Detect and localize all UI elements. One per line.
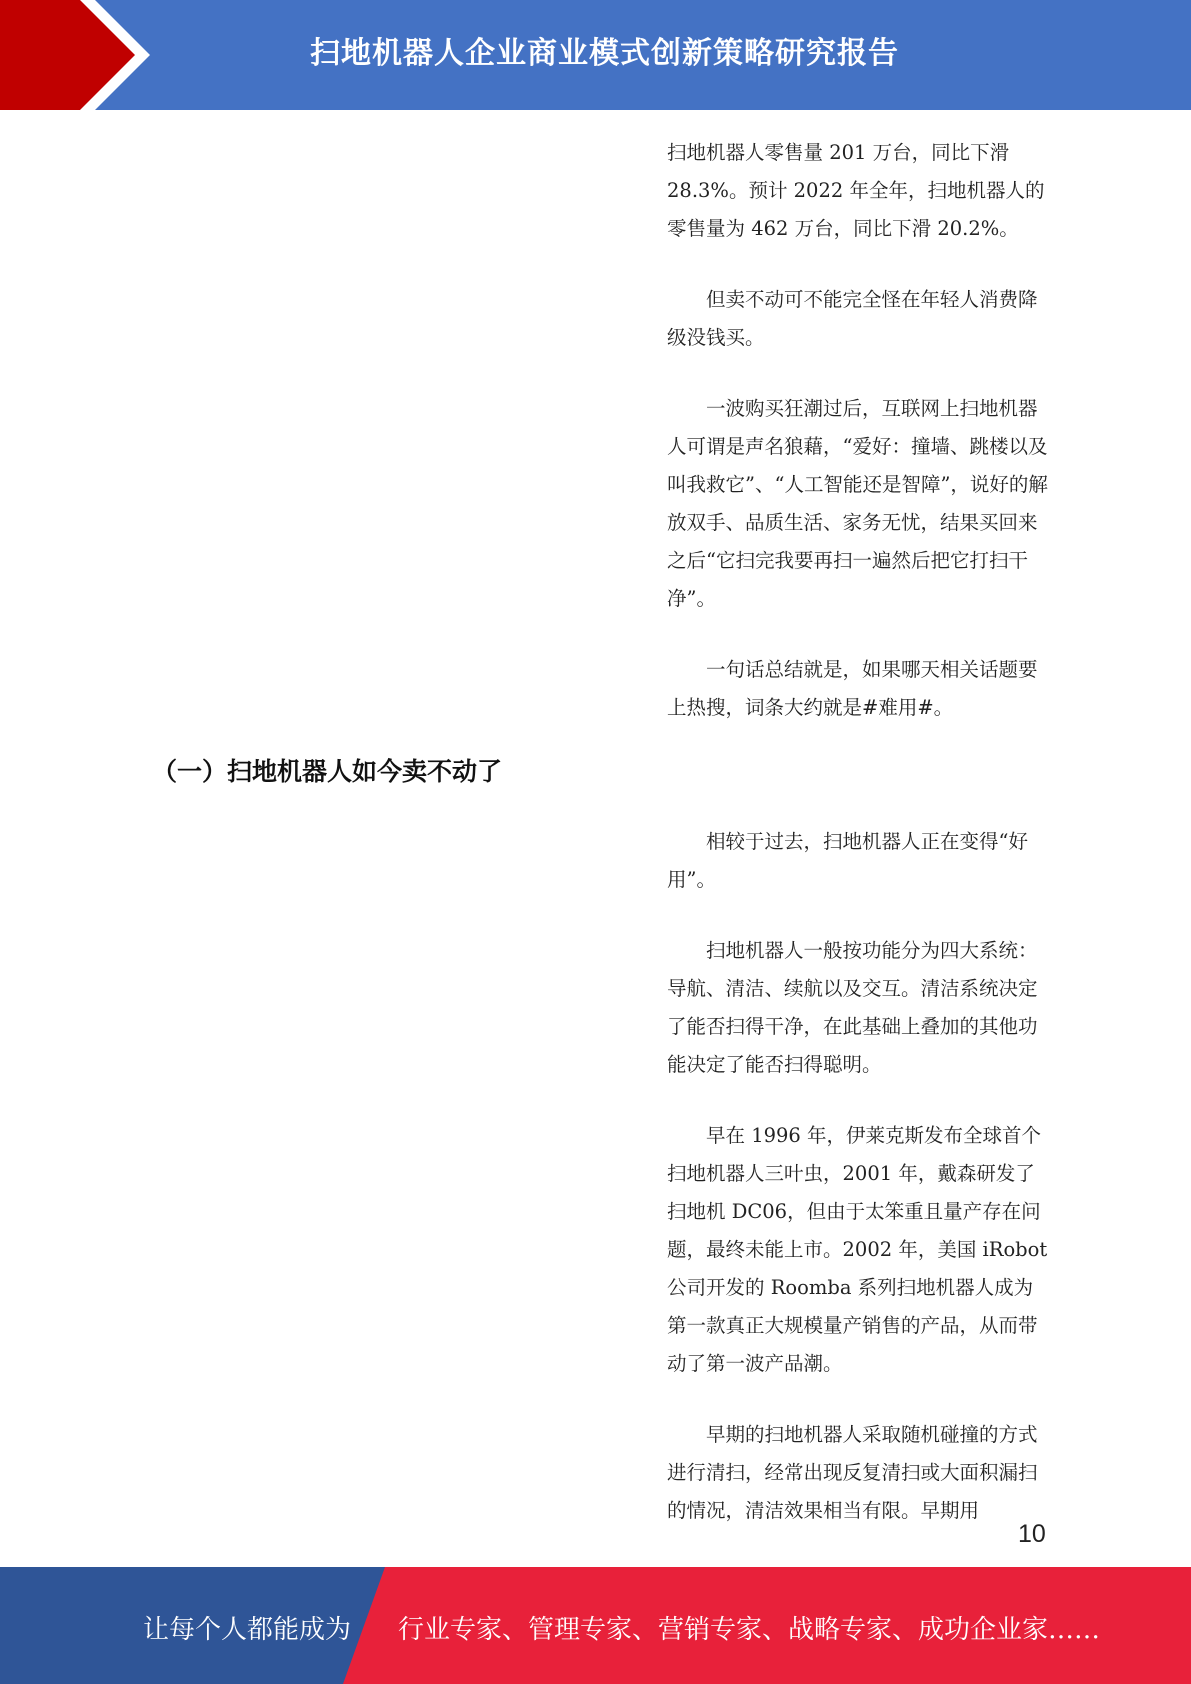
header-banner xyxy=(0,0,1191,110)
footer-slogan-right: 行业专家、管理专家、营销专家、战略专家、成功企业家…… xyxy=(398,1615,1101,1645)
paragraph-1: 扫地机器人零售量 201 万台，同比下滑 28.3%。预计 2022 年全年，扫地机器人的零售量为 462 万台，同比下滑 20.2%。 xyxy=(667,141,1045,240)
page-number: 10 xyxy=(1018,1520,1046,1548)
paragraph-7: 早在 1996 年，伊莱克斯发布全球首个扫地机器人三叶虫，2001 年，戴森研发了扫地机 DC06，但由于太笨重且量产存在问题，最终未能上市。2002 年，美国 iRobot 公司开发的 Roomba 系列扫地机器人成为第一款真正大规模量产销售的产品，从而带动了第一波产品潮。 xyxy=(667,1124,1048,1375)
paragraph-4: 一句话总结就是，如果哪天相关话题要上热搜，词条大约就是#难用#。 xyxy=(667,658,1038,719)
paragraph-8: 早期的扫地机器人采取随机碰撞的方式进行清扫，经常出现反复清扫或大面积漏扫的情况，清洁效果相当有限。早期用 xyxy=(667,1423,1038,1522)
footer-banner xyxy=(0,1567,1191,1684)
paragraph-6: 扫地机器人一般按功能分为四大系统：导航、清洁、续航以及交互。清洁系统决定了能否扫得干净，在此基础上叠加的其他功能决定了能否扫得聪明。 xyxy=(667,939,1038,1076)
footer-slogan-left: 让每个人都能成为 xyxy=(143,1615,352,1645)
paragraph-2: 但卖不动可不能完全怪在年轻人消费降级没钱买。 xyxy=(667,288,1038,349)
header-title: 扫地机器人企业商业模式创新策略研究报告 xyxy=(310,36,899,71)
section-heading: （一）扫地机器人如今卖不动了 xyxy=(152,757,503,786)
paragraph-3: 一波购买狂潮过后，互联网上扫地机器人可谓是声名狼藉，“爱好：撞墙、跳楼以及叫我救它”、“人工智能还是智障”，说好的解放双手、品质生活、家务无忧，结果买回来之后“它扫完我要再扫一遍然后把它打扫干净”。 xyxy=(667,397,1048,610)
body-text-bottom xyxy=(667,823,1049,1563)
body-text-top xyxy=(667,134,1049,760)
paragraph-5: 相较于过去，扫地机器人正在变得“好用”。 xyxy=(667,830,1028,891)
